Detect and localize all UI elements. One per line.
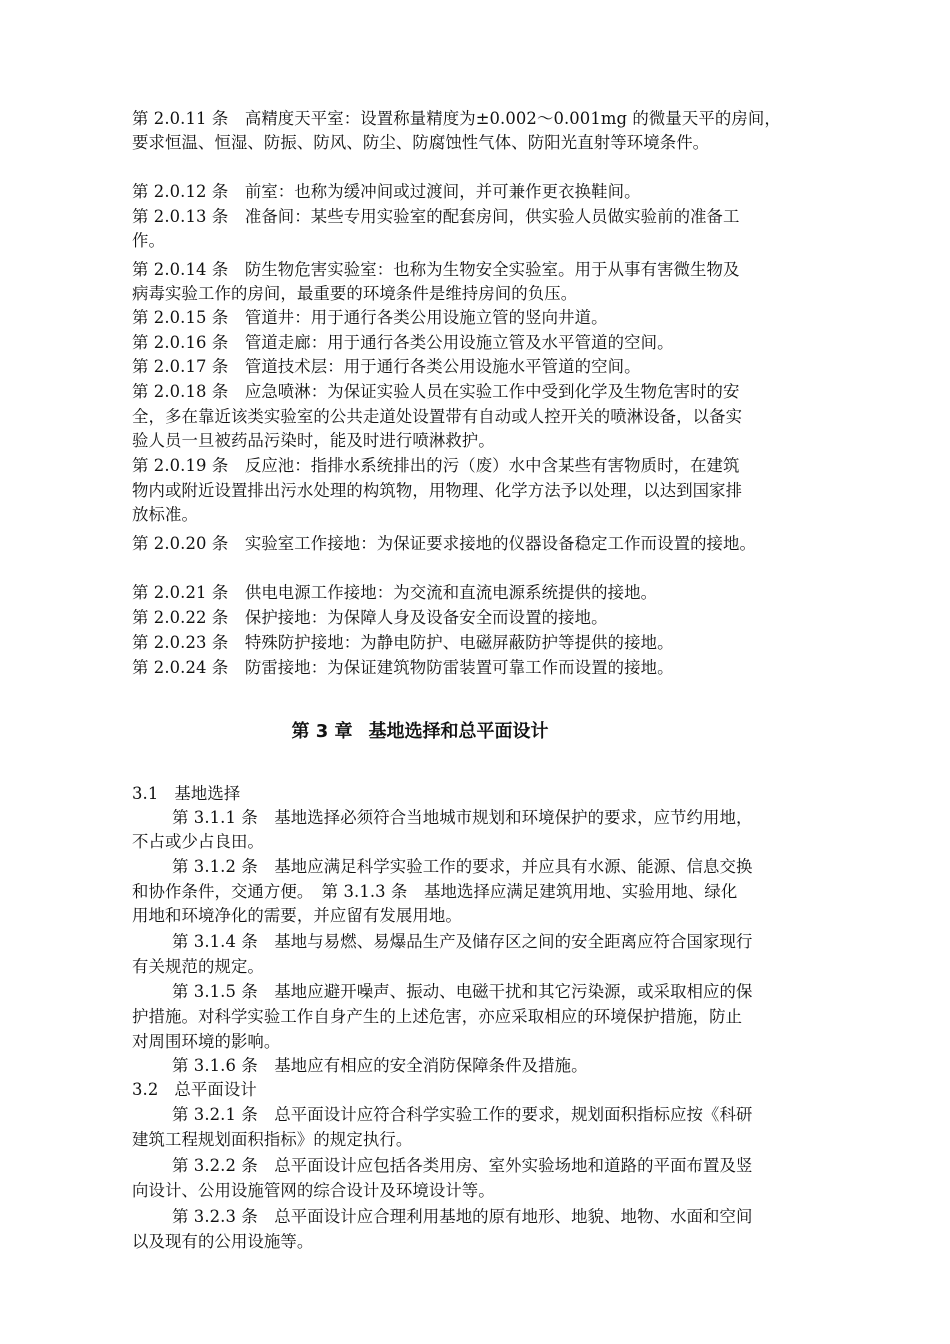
article-2-0-13-line-2: 作。: [132, 231, 165, 250]
article-3-2-1-line-1: 第 3.2.1 条 总平面设计应符合科学实验工作的要求，规划面积指标应按《科研: [172, 1105, 753, 1124]
article-2-0-18-line-1: 第 2.0.18 条 应急喷淋：为保证实验人员在实验工作中受到化学及生物危害时的安: [132, 382, 740, 401]
article-2-0-17: 第 2.0.17 条 管道技术层：用于通行各类公用设施水平管道的空间。: [132, 357, 641, 376]
article-2-0-19-line-2: 物内或附近设置排出污水处理的构筑物，用物理、化学方法予以处理，以达到国家排: [132, 481, 743, 500]
article-2-0-12: 第 2.0.12 条 前室：也称为缓冲间或过渡间，并可兼作更衣换鞋间。: [132, 182, 641, 201]
article-3-1-5-line-3: 对周围环境的影响。: [132, 1032, 281, 1051]
article-3-1-4-line-1: 第 3.1.4 条 基地与易燃、易爆品生产及储存区之间的安全距离应符合国家现行: [172, 932, 753, 951]
section-number: 3.1: [132, 784, 159, 803]
section-number: 3.2: [132, 1080, 159, 1099]
article-2-0-14-line-2: 病毒实验工作的房间，最重要的环境条件是维持房间的负压。: [132, 284, 578, 303]
chapter-heading: [0, 719, 840, 745]
article-2-0-19-line-3: 放标准。: [132, 505, 198, 524]
section-3-1-heading: [132, 782, 240, 806]
article-2-0-11-line-1: 第 2.0.11 条 高精度天平室：设置称量精度为±0.002～0.001mg 的微量天平的房间，: [132, 109, 781, 128]
article-2-0-19-line-1: 第 2.0.19 条 反应池：指排水系统排出的污（废）水中含某些有害物质时，在建筑: [132, 456, 740, 475]
article-3-2-3-line-1: 第 3.2.3 条 总平面设计应合理利用基地的原有地形、地貌、地物、水面和空间: [172, 1207, 753, 1226]
article-2-0-20: 第 2.0.20 条 实验室工作接地：为保证要求接地的仪器设备稳定工作而设置的接地。: [132, 534, 757, 553]
article-2-0-18-line-3: 验人员一旦被药品污染时，能及时进行喷淋救护。: [132, 431, 495, 450]
section-title: 基地选择: [174, 784, 241, 803]
article-3-1-1-line-1: 第 3.1.1 条 基地选择必须符合当地城市规划和环境保护的要求，应节约用地，: [172, 808, 753, 827]
article-3-1-3-line-2: 用地和环境净化的需要，并应留有发展用地。: [132, 906, 462, 925]
article-2-0-15: 第 2.0.15 条 管道井：用于通行各类公用设施立管的竖向井道。: [132, 308, 608, 327]
section-title: 总平面设计: [174, 1080, 257, 1099]
article-2-0-24: 第 2.0.24 条 防雷接地：为保证建筑物防雷装置可靠工作而设置的接地。: [132, 658, 674, 677]
article-2-0-14-line-1: 第 2.0.14 条 防生物危害实验室：也称为生物安全实验室。用于从事有害微生物及: [132, 260, 740, 279]
chapter-title: 基地选择和总平面设计: [368, 721, 549, 742]
chapter-number: 第 3 章: [291, 721, 353, 742]
article-3-2-2-line-1: 第 3.2.2 条 总平面设计应包括各类用房、室外实验场地和道路的平面布置及竖: [172, 1156, 753, 1175]
article-3-2-2-line-2: 向设计、公用设施管网的综合设计及环境设计等。: [132, 1181, 495, 1200]
article-3-1-2-line-2: 和协作条件，交通方便。 第 3.1.3 条 基地选择应满足建筑用地、实验用地、绿化: [132, 882, 738, 901]
article-3-1-4-line-2: 有关规范的规定。: [132, 957, 264, 976]
article-2-0-11-line-2: 要求恒温、恒湿、防振、防风、防尘、防腐蚀性气体、防阳光直射等环境条件。: [132, 133, 710, 152]
article-2-0-18-line-2: 全，多在靠近该类实验室的公共走道处设置带有自动或人控开关的喷淋设备，以备实: [132, 407, 743, 426]
article-2-0-16: 第 2.0.16 条 管道走廊：用于通行各类公用设施立管及水平管道的空间。: [132, 333, 674, 352]
article-3-1-2-line-1: 第 3.1.2 条 基地应满足科学实验工作的要求，并应具有水源、能源、信息交换: [172, 857, 753, 876]
article-3-2-3-line-2: 以及现有的公用设施等。: [132, 1232, 314, 1251]
article-2-0-21: 第 2.0.21 条 供电电源工作接地：为交流和直流电源系统提供的接地。: [132, 583, 658, 602]
article-3-1-6: 第 3.1.6 条 基地应有相应的安全消防保障条件及措施。: [172, 1056, 588, 1075]
article-2-0-23: 第 2.0.23 条 特殊防护接地：为静电防护、电磁屏蔽防护等提供的接地。: [132, 633, 674, 652]
section-3-2-heading: [132, 1078, 257, 1102]
article-2-0-22: 第 2.0.22 条 保护接地：为保障人身及设备安全而设置的接地。: [132, 608, 608, 627]
article-3-2-1-line-2: 建筑工程规划面积指标》的规定执行。: [132, 1130, 413, 1149]
article-2-0-13-line-1: 第 2.0.13 条 准备间：某些专用实验室的配套房间，供实验人员做实验前的准备工: [132, 207, 740, 226]
article-3-1-5-line-2: 护措施。对科学实验工作自身产生的上述危害，亦应采取相应的环境保护措施，防止: [132, 1007, 743, 1026]
article-3-1-5-line-1: 第 3.1.5 条 基地应避开噪声、振动、电磁干扰和其它污染源，或采取相应的保: [172, 982, 753, 1001]
article-3-1-1-line-2: 不占或少占良田。: [132, 832, 264, 851]
